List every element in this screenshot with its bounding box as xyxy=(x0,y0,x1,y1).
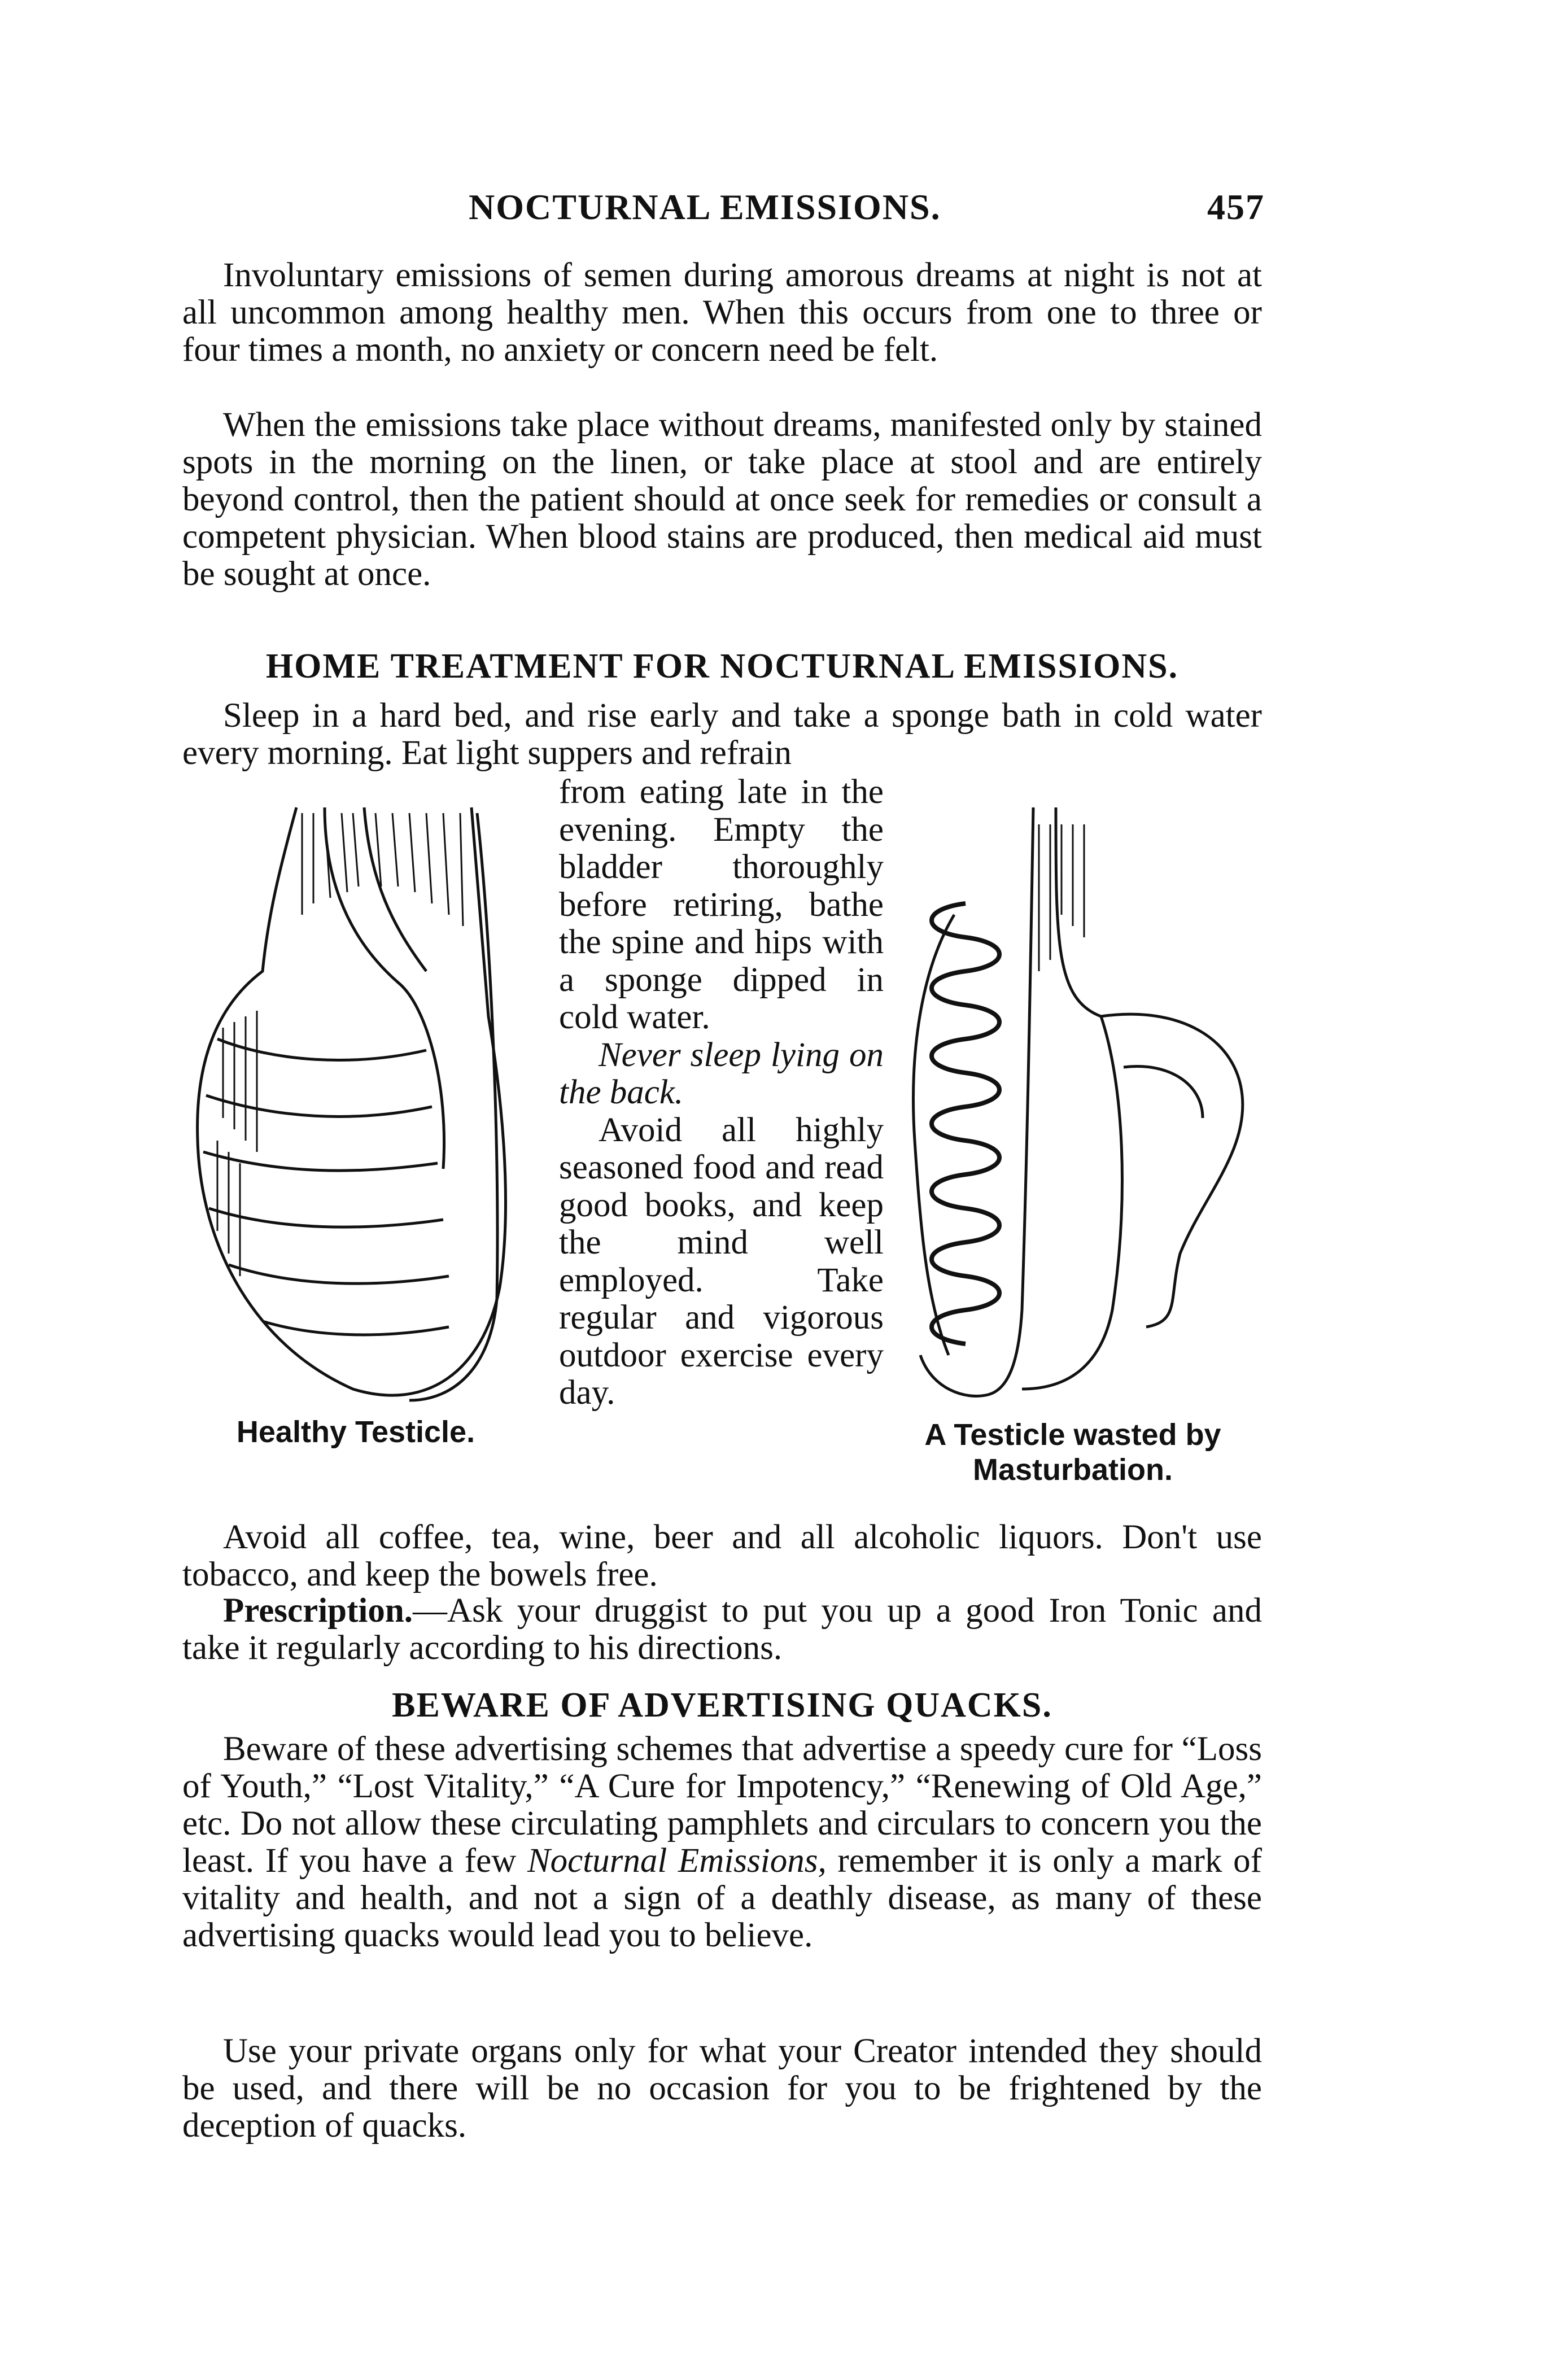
quacks-heading: BEWARE OF ADVERTISING QUACKS. xyxy=(392,1686,1052,1724)
prescription-text: —Ask your druggist to put you up a good Iron Tonic and take it regularly according to his directions. xyxy=(182,1592,1262,1667)
page-number: 457 xyxy=(1207,187,1265,227)
quacks-paragraph-1 xyxy=(182,1731,1262,1954)
right-figure-caption xyxy=(881,1417,1265,1487)
treatment-column-text-2: Avoid all highly seasoned food and read good books, and keep the mind well employed. Take regular and vigorous outdoor exercise every day. xyxy=(559,1111,884,1412)
quacks-text-end: remember it is only a mark of vitality and health, and not a sign of a deathly disease, as many of these advertising quacks would lead you to believe. xyxy=(182,1842,1262,1954)
treatment-after-paragraph: Avoid all coffee, tea, wine, beer and all alcoholic liquors. Don't use tobacco, and keep the bowels free. xyxy=(182,1518,1262,1593)
intro-paragraph-1: Involuntary emissions of semen during amorous dreams at night is not at all uncommon among healthy men. When this occurs from one to three or four times a month, no anxiety or concern need be felt. xyxy=(182,256,1262,369)
quacks-text-start: Beware of these advertising schemes that advertise a speedy cure for “Loss of Youth,” “Lost Vitality,” “A Cure for Impotency,” “Renewing of Old Age,” etc. Do not allow these circulating pamphlets and circulars to concern you the least. If you have a few xyxy=(182,1730,1262,1880)
quacks-italic-term: Nocturnal Emissions, xyxy=(527,1842,827,1880)
prescription-paragraph xyxy=(182,1592,1262,1667)
home-treatment-heading: HOME TREATMENT FOR NOCTURNAL EMISSIONS. xyxy=(265,647,1179,685)
treatment-column-italic xyxy=(559,1037,884,1112)
never-sleep-advice: Never sleep lying on the back. xyxy=(559,1036,884,1111)
left-figure-caption: Healthy Testicle. xyxy=(236,1415,475,1449)
treatment-column-text-1: from eating late in the evening. Empty the bladder thoroughly before retiring, bathe the spine and hips with a sponge dipped in cold water. xyxy=(559,773,884,1036)
prescription-label: Prescription. xyxy=(223,1592,413,1630)
right-caption-line-1: A Testicle wasted by xyxy=(924,1418,1221,1452)
healthy-testicle-illustration xyxy=(184,802,534,1412)
running-header xyxy=(186,186,1265,232)
home-treatment-lead: Sleep in a hard bed, and rise early and take a sponge bath in cold water every morning. Eat light suppers and refrain xyxy=(182,697,1262,772)
wasted-testicle-illustration xyxy=(886,802,1259,1412)
intro-paragraph-2: When the emissions take place without dreams, manifested only by stained spots in the morning on the linen, or take place at stool and are entirely beyond control, then the patient should at once seek for remedies or consult a competent physician. When blood stains are produced, then medical aid must be sought at once. xyxy=(182,406,1262,593)
right-caption-line-2: Masturbation. xyxy=(972,1453,1173,1487)
page-title: NOCTURNAL EMISSIONS. xyxy=(469,187,941,227)
treatment-column xyxy=(559,774,884,1412)
quacks-paragraph-2: Use your private organs only for what your Creator intended they should be used, and there will be no occasion for you to be frightened by the deception of quacks. xyxy=(182,2032,1262,2145)
